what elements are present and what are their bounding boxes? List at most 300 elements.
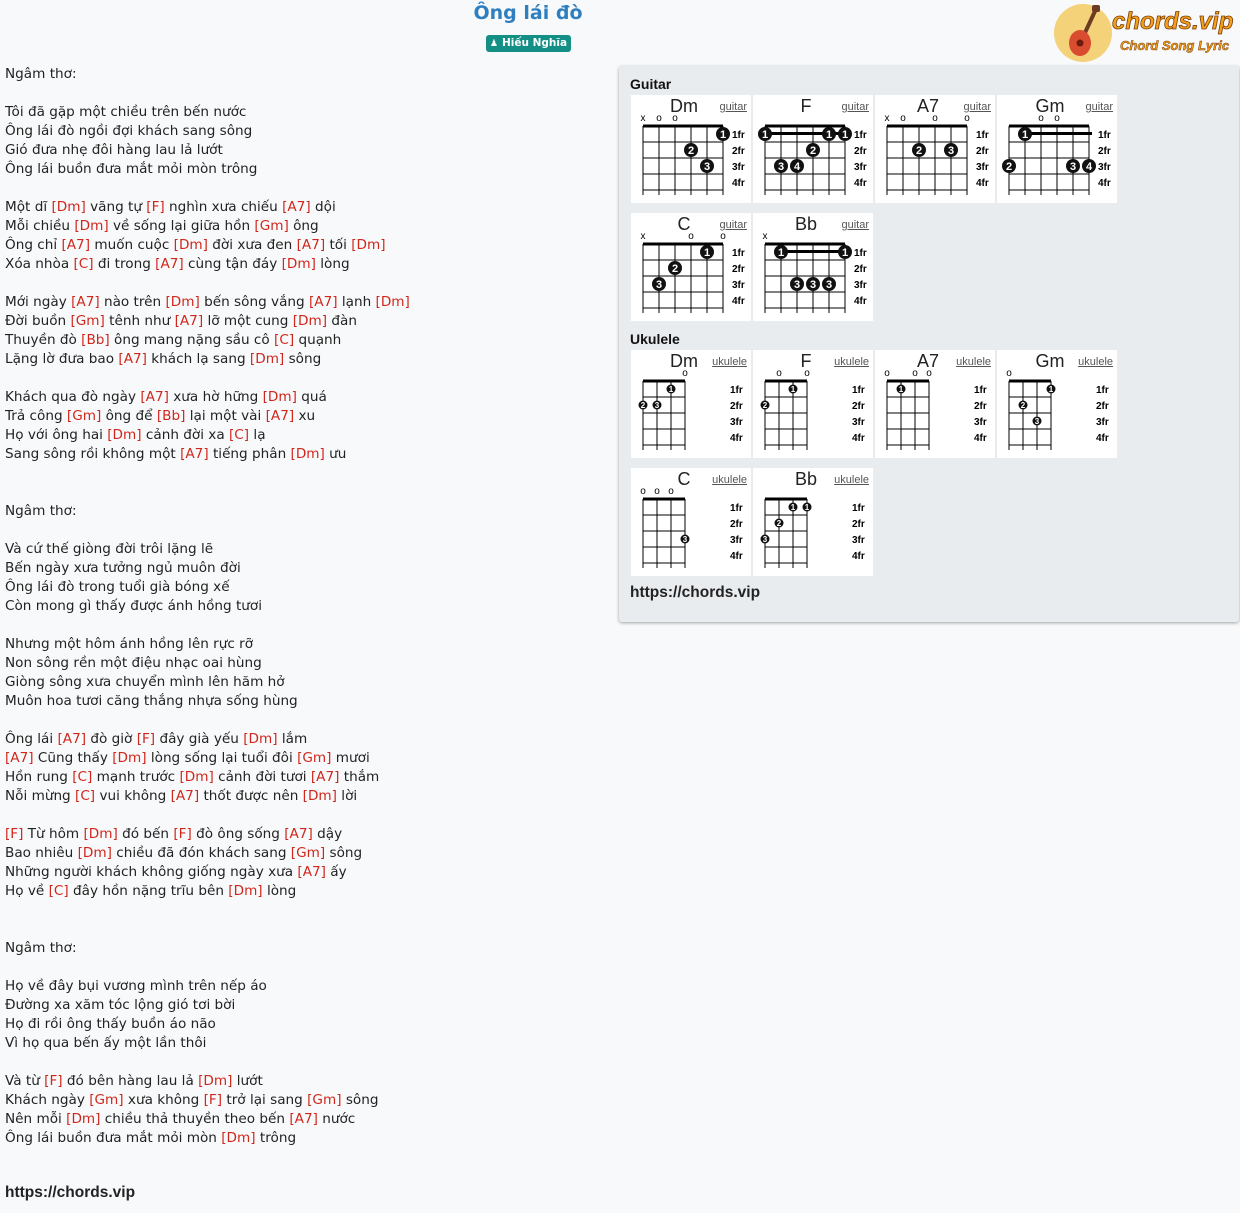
fret-label: 1fr xyxy=(1096,385,1109,396)
chord-link[interactable]: [A7] xyxy=(297,864,326,880)
ukulele-diagram-a7[interactable] xyxy=(875,350,995,458)
fret-label: 3fr xyxy=(730,417,743,428)
guitar-section-label: Guitar xyxy=(630,76,672,92)
chord-link[interactable]: [Dm] xyxy=(262,389,297,405)
finger-number: 2 xyxy=(640,401,646,410)
lyric-gap xyxy=(5,920,605,939)
panel-link[interactable]: https://chords.vip xyxy=(630,584,761,601)
lyric-gap xyxy=(5,958,605,977)
fret-label: 2fr xyxy=(732,264,745,275)
lyric-text: đò giờ xyxy=(86,731,137,747)
lyric-text: Mới ngày xyxy=(5,294,72,310)
instrument-link[interactable]: ukulele xyxy=(834,474,869,486)
lyric-text: Tôi đã gặp một chiều trên bến nước xyxy=(5,104,247,120)
lyric-text: đàn xyxy=(327,313,357,329)
finger-number: 2 xyxy=(762,401,768,410)
open-marker: o xyxy=(776,368,782,379)
guitar-diagram-a7[interactable] xyxy=(875,95,995,203)
chord-link[interactable]: [F] xyxy=(44,1073,63,1089)
fret-label: 2fr xyxy=(730,519,743,530)
lyric-line xyxy=(5,692,605,711)
fretboard xyxy=(753,95,873,203)
fret-ext xyxy=(765,563,807,569)
chord-link[interactable]: [Dm] xyxy=(221,1130,256,1146)
chord-link[interactable]: [A7] xyxy=(118,351,147,367)
guitar-diagram-c[interactable] xyxy=(631,213,751,321)
ukulele-diagram-c[interactable] xyxy=(631,468,751,576)
lyric-text: lạnh xyxy=(337,294,376,310)
lyric-text: tối xyxy=(325,237,352,253)
instrument-link[interactable]: guitar xyxy=(719,219,747,231)
lyric-text: Xóa nhòa xyxy=(5,256,74,272)
lyric-text: lòng xyxy=(315,256,350,272)
chord-link[interactable]: [C] xyxy=(48,883,69,899)
fret-ext xyxy=(887,445,929,451)
lyric-gap xyxy=(5,521,605,540)
chord-link[interactable]: [C] xyxy=(229,427,250,443)
finger-number: 2 xyxy=(687,145,695,157)
chord-link[interactable]: [C] xyxy=(75,788,96,804)
fret-label: 4fr xyxy=(854,178,867,189)
chord-link[interactable]: [Gm] xyxy=(290,845,326,861)
chord-link[interactable]: [Gm] xyxy=(297,750,332,766)
lyric-text: trở lại sang xyxy=(222,1092,308,1108)
fretboard xyxy=(631,468,751,576)
lyric-text: đây hồn nặng trĩu bên xyxy=(68,883,229,899)
lyric-text: Ông lái buồn đưa mắt mỏi mòn trông xyxy=(5,161,258,177)
chord-name: F xyxy=(800,96,812,116)
chord-link[interactable]: [Gm] xyxy=(254,218,289,234)
chord-link[interactable]: [Dm] xyxy=(165,294,200,310)
lyric-text: ông xyxy=(288,218,319,234)
fret-label: 1fr xyxy=(730,503,743,514)
guitar-diagram-f[interactable] xyxy=(753,95,873,203)
lyric-line xyxy=(5,939,605,958)
lyric-text: đó bên hàng lau lả xyxy=(62,1073,199,1089)
chord-link[interactable]: [Dm] xyxy=(51,199,86,215)
lyric-text: cảnh đời xa xyxy=(141,427,229,443)
finger-number: 1 xyxy=(777,247,785,259)
finger-number: 3 xyxy=(809,279,817,291)
chord-link[interactable]: [A7] xyxy=(308,294,338,310)
instrument-link[interactable]: guitar xyxy=(841,219,869,231)
lyric-text: Nhưng một hôm ánh hồng lên rực rỡ xyxy=(5,636,254,652)
chord-link[interactable]: [Dm] xyxy=(66,1111,101,1127)
lyric-text: tiếng phân xyxy=(208,446,291,462)
lyric-text: thốt được nên xyxy=(199,788,303,804)
fret-label: 4fr xyxy=(730,433,743,444)
lyric-text: Giòng sông xưa chuyển mình lên hăm hở xyxy=(5,674,285,690)
lyric-gap xyxy=(5,901,605,920)
lyric-line xyxy=(5,749,605,768)
fretboard xyxy=(875,350,995,458)
finger-number: 1 xyxy=(719,129,727,141)
fret-ext xyxy=(643,308,723,314)
lyric-text: Cũng thấy xyxy=(33,750,113,766)
open-marker: o xyxy=(720,231,726,242)
instrument-link[interactable]: guitar xyxy=(719,101,747,113)
lyric-line xyxy=(5,350,605,369)
fret-label: 1fr xyxy=(852,503,865,514)
chord-link[interactable]: [A7] xyxy=(71,294,100,310)
chord-link[interactable]: [Dm] xyxy=(249,351,285,367)
chord-link[interactable]: [A7] xyxy=(61,237,91,253)
lyric-line xyxy=(5,1110,605,1129)
lyric-gap xyxy=(5,179,605,198)
fretboard xyxy=(631,213,751,321)
chord-panel xyxy=(619,66,1239,622)
finger-number: 1 xyxy=(790,503,796,512)
finger-number: 3 xyxy=(947,145,955,157)
lyric-gap xyxy=(5,464,605,483)
chord-link[interactable]: [C] xyxy=(274,332,295,348)
fret-label: 1fr xyxy=(730,385,743,396)
chord-link[interactable]: [Bb] xyxy=(156,408,186,424)
finger-number: 3 xyxy=(682,535,688,544)
lyric-text: Và từ xyxy=(5,1073,45,1089)
fret-label: 4fr xyxy=(854,296,867,307)
lyrics-block xyxy=(5,65,605,1148)
open-marker: o xyxy=(926,368,932,379)
fret-label: 2fr xyxy=(730,401,743,412)
instrument-link[interactable]: ukulele xyxy=(956,356,991,368)
chord-link[interactable]: [Dm] xyxy=(107,427,142,443)
chord-link[interactable]: [Dm] xyxy=(198,1073,233,1089)
finger-number: 3 xyxy=(777,161,785,173)
chord-link[interactable]: [Dm] xyxy=(228,883,263,899)
lyric-line xyxy=(5,426,605,445)
fret-label: 3fr xyxy=(1096,417,1109,428)
lyric-text: lời xyxy=(336,788,358,804)
open-marker: o xyxy=(688,231,694,242)
lyric-line xyxy=(5,1129,605,1148)
lyric-text: đi trong xyxy=(93,256,156,272)
lyric-line xyxy=(5,236,605,255)
lyric-text: lòng sống lại tuổi đôi xyxy=(146,750,298,766)
finger-number: 1 xyxy=(825,129,833,141)
instrument-link[interactable]: ukulele xyxy=(712,474,747,486)
chord-link[interactable]: [A7] xyxy=(5,750,34,766)
lyric-text: đò ông sống xyxy=(191,826,285,842)
chord-link[interactable]: [Dm] xyxy=(112,750,147,766)
chord-link[interactable]: [Dm] xyxy=(173,237,208,253)
chord-link[interactable]: [F] xyxy=(203,1092,223,1108)
chord-name: Gm xyxy=(1035,351,1065,371)
lyric-text: Bao nhiêu xyxy=(5,845,78,861)
lyric-text: Những người khách không giống ngày xưa xyxy=(5,864,298,880)
finger-number: 1 xyxy=(841,247,849,259)
open-marker: o xyxy=(668,486,674,497)
lyric-line xyxy=(5,407,605,426)
lyric-text: Họ về xyxy=(5,883,49,899)
lyric-gap xyxy=(5,483,605,502)
instrument-link[interactable]: guitar xyxy=(963,101,991,113)
ukulele-diagram-dm[interactable] xyxy=(631,350,751,458)
instrument-link[interactable]: guitar xyxy=(1085,101,1113,113)
chord-link[interactable]: [Bb] xyxy=(81,332,110,348)
chord-name: F xyxy=(800,351,812,371)
fret-label: 2fr xyxy=(732,146,745,157)
lyric-line xyxy=(5,122,605,141)
chord-link[interactable]: [Dm] xyxy=(375,294,410,310)
lyric-text: Từ hôm xyxy=(23,826,84,842)
instrument-link[interactable]: ukulele xyxy=(1078,356,1113,368)
lyric-text: về sống lại giữa hồn xyxy=(108,218,255,234)
fret-label: 4fr xyxy=(732,296,745,307)
fretboard xyxy=(753,468,873,576)
fretboard xyxy=(753,213,873,321)
lyric-text: Họ về đây bụi vương mình trên nếp áo xyxy=(5,978,267,994)
chord-link[interactable]: [A7] xyxy=(284,826,313,842)
lyric-line xyxy=(5,673,605,692)
lyric-text: sông xyxy=(341,1092,379,1108)
ukulele-diagram-bb[interactable] xyxy=(753,468,873,576)
lyric-line xyxy=(5,331,605,350)
muted-marker: x xyxy=(762,231,768,242)
chord-link[interactable]: [C] xyxy=(72,769,93,785)
lyric-line xyxy=(5,882,605,901)
chord-link[interactable]: [Gm] xyxy=(307,1092,342,1108)
site-logo[interactable] xyxy=(1054,3,1240,63)
lyric-line xyxy=(5,730,605,749)
artist-name: Hiếu Nghĩa xyxy=(501,37,568,49)
fret-label: 3fr xyxy=(974,417,987,428)
lyric-line xyxy=(5,445,605,464)
lyric-line xyxy=(5,654,605,673)
fret-label: 3fr xyxy=(854,162,867,173)
chord-link[interactable]: [A7] xyxy=(57,731,87,747)
open-marker: o xyxy=(656,113,662,124)
chord-link[interactable]: [C] xyxy=(73,256,94,272)
lyric-text: lỡ một cung xyxy=(203,313,293,329)
lyric-line xyxy=(5,312,605,331)
lyric-text: ông để xyxy=(101,408,157,424)
lyric-text: Hồn rung xyxy=(5,769,73,785)
chord-link[interactable]: [Dm] xyxy=(74,218,109,234)
fret-label: 3fr xyxy=(732,162,745,173)
open-marker: o xyxy=(900,113,906,124)
lyric-gap xyxy=(5,369,605,388)
muted-marker: x xyxy=(884,113,890,124)
chord-link[interactable]: [Dm] xyxy=(292,313,328,329)
song-title: Ông lái đò xyxy=(473,2,583,24)
finger-number: 3 xyxy=(1034,417,1040,426)
chord-link[interactable]: [F] xyxy=(136,731,156,747)
footer-link[interactable]: https://chords.vip xyxy=(5,1184,136,1201)
lyric-text: Non sông rền một điệu nhạc oai hùng xyxy=(5,655,262,671)
lyric-text: đây già yếu xyxy=(155,731,244,747)
artist-badge[interactable] xyxy=(486,35,571,52)
chord-link[interactable]: [F] xyxy=(146,199,165,215)
chord-name: Dm xyxy=(670,96,698,116)
lyric-gap xyxy=(5,806,605,825)
lyric-text: Khách qua đò ngày xyxy=(5,389,141,405)
finger-number: 1 xyxy=(841,129,849,141)
lyric-text: mươi xyxy=(331,750,370,766)
instrument-link[interactable]: ukulele xyxy=(712,356,747,368)
fret-label: 1fr xyxy=(854,130,867,141)
lyric-text: Còn mong gì thấy được ánh hồng tươi xyxy=(5,598,263,614)
lyric-gap xyxy=(5,711,605,730)
open-marker: o xyxy=(932,113,938,124)
guitar-diagram-bb[interactable] xyxy=(753,213,873,321)
fretboard xyxy=(997,350,1117,458)
fret-ext xyxy=(765,190,845,196)
open-marker: o xyxy=(1054,113,1060,124)
chord-link[interactable]: [A7] xyxy=(180,446,209,462)
lyric-text: nước xyxy=(317,1111,356,1127)
lyric-text: lướt xyxy=(232,1073,263,1089)
finger-number: 1 xyxy=(1021,129,1029,141)
lyric-text: lòng xyxy=(262,883,297,899)
finger-number: 1 xyxy=(668,385,674,394)
chord-link[interactable]: [Dm] xyxy=(179,769,214,785)
fret-label: 4fr xyxy=(732,178,745,189)
open-marker: o xyxy=(672,113,678,124)
lyric-text: Ngâm thơ: xyxy=(5,66,77,82)
chord-link[interactable]: [A7] xyxy=(170,788,200,804)
finger-number: 2 xyxy=(1005,161,1013,173)
lyric-text: Ông chỉ xyxy=(5,237,62,253)
chord-link[interactable]: [Gm] xyxy=(66,408,102,424)
finger-number: 1 xyxy=(790,385,796,394)
muted-marker: x xyxy=(640,231,646,242)
chord-link[interactable]: [F] xyxy=(5,826,24,842)
instrument-link[interactable]: ukulele xyxy=(834,356,869,368)
chord-name: Bb xyxy=(794,469,818,489)
lyric-text: chiều thả thuyền theo bến xyxy=(100,1111,290,1127)
fret-label: 2fr xyxy=(852,519,865,530)
chord-link[interactable]: [Dm] xyxy=(83,826,118,842)
lyric-line xyxy=(5,65,605,84)
muted-marker: x xyxy=(640,113,646,124)
finger-number: 2 xyxy=(809,145,817,157)
ukulele-diagram-f[interactable] xyxy=(753,350,873,458)
fret-label: 4fr xyxy=(976,178,989,189)
fret-label: 4fr xyxy=(852,433,865,444)
lyric-line xyxy=(5,255,605,274)
chord-link[interactable]: [A7] xyxy=(155,256,184,272)
lyric-text: xưa hờ hững xyxy=(168,389,263,405)
lyric-text: Gió đưa nhẹ đôi hàng lau lả lướt xyxy=(5,142,223,158)
lyric-text: đời xưa đen xyxy=(207,237,297,253)
logo-text: chords.vip xyxy=(1112,8,1234,35)
lyric-line xyxy=(5,844,605,863)
lyric-line xyxy=(5,141,605,160)
ukulele-diagram-gm[interactable] xyxy=(997,350,1117,458)
open-marker: o xyxy=(640,486,646,497)
logo-tagline: Chord Song Lyric xyxy=(1120,38,1230,53)
lyric-text: Ông lái buồn đưa mắt mỏi mòn xyxy=(5,1130,222,1146)
chord-link[interactable]: [Dm] xyxy=(77,845,112,861)
fret-label: 4fr xyxy=(1098,178,1111,189)
chord-name: C xyxy=(677,214,691,234)
chord-link[interactable]: [Dm] xyxy=(351,237,386,253)
chord-link[interactable]: [Gm] xyxy=(70,313,105,329)
fret-label: 3fr xyxy=(1098,162,1111,173)
lyric-line xyxy=(5,578,605,597)
chord-link[interactable]: [A7] xyxy=(310,769,340,785)
lyric-text: quá xyxy=(296,389,327,405)
fret-ext xyxy=(887,190,967,196)
lyric-text: ưu xyxy=(324,446,347,462)
lyric-text: Mỗi chiều xyxy=(5,218,75,234)
lyric-line xyxy=(5,1034,605,1053)
lyric-text: dậy xyxy=(312,826,343,842)
open-marker: o xyxy=(682,368,688,379)
fret-label: 2fr xyxy=(854,264,867,275)
chord-link[interactable]: [A7] xyxy=(140,389,169,405)
chord-link[interactable]: [A7] xyxy=(289,1111,318,1127)
lyric-line xyxy=(5,863,605,882)
lyric-line xyxy=(5,198,605,217)
lyric-line xyxy=(5,825,605,844)
finger-number: 4 xyxy=(793,161,801,173)
lyric-text: Thuyền đò xyxy=(5,332,82,348)
lyric-text: Trả công xyxy=(5,408,67,424)
lyric-text: lắm xyxy=(277,731,308,747)
chord-link[interactable]: [Dm] xyxy=(302,788,337,804)
fret-label: 2fr xyxy=(1096,401,1109,412)
fret-ext xyxy=(1009,445,1051,451)
chord-link[interactable]: [A7] xyxy=(174,313,204,329)
lyric-gap xyxy=(5,1053,605,1072)
lyric-text: Đường xa xăm tóc lộng gió tơi bời xyxy=(5,997,236,1013)
fret-label: 3fr xyxy=(852,417,865,428)
chord-name: Bb xyxy=(794,214,818,234)
lyric-line xyxy=(5,1015,605,1034)
fretboard xyxy=(631,95,751,203)
lyric-text: Nỗi mừng xyxy=(5,788,76,804)
fret-label: 1fr xyxy=(732,248,745,259)
chord-link[interactable]: [Dm] xyxy=(243,731,278,747)
lyric-line xyxy=(5,787,605,806)
fret-ext xyxy=(643,563,685,569)
lyric-text: bến sông vắng xyxy=(199,294,309,310)
chord-link[interactable]: [A7] xyxy=(282,199,311,215)
chord-link[interactable]: [Dm] xyxy=(290,446,325,462)
finger-number: 3 xyxy=(655,279,663,291)
lyric-line xyxy=(5,996,605,1015)
finger-number: 3 xyxy=(703,161,711,173)
lyric-line xyxy=(5,293,605,312)
lyric-text: Vì họ qua bến ấy một lần thôi xyxy=(5,1035,207,1051)
lyric-text: Họ đi rồi ông thấy buồn áo não xyxy=(5,1016,216,1032)
lyric-gap xyxy=(5,84,605,103)
chord-name: A7 xyxy=(916,351,940,371)
fretboard xyxy=(631,350,751,458)
guitar-diagram-gm[interactable] xyxy=(997,95,1117,203)
chord-link[interactable]: [F] xyxy=(173,826,192,842)
guitar-diagram-dm[interactable] xyxy=(631,95,751,203)
chord-link[interactable]: [Gm] xyxy=(89,1092,124,1108)
finger-number: 1 xyxy=(761,129,769,141)
finger-number: 2 xyxy=(671,263,679,275)
finger-number: 1 xyxy=(703,247,711,259)
fret-label: 3fr xyxy=(732,280,745,291)
chord-link[interactable]: [Dm] xyxy=(281,256,316,272)
lyric-text: Bến ngày xưa tưởng ngủ muôn đời xyxy=(5,560,241,576)
fret-label: 2fr xyxy=(854,146,867,157)
chord-link[interactable]: [A7] xyxy=(265,408,295,424)
fret-label: 3fr xyxy=(730,535,743,546)
lyric-text: Ông lái đò trong tuổi già bóng xế xyxy=(5,579,230,595)
instrument-link[interactable]: guitar xyxy=(841,101,869,113)
finger-number: 3 xyxy=(654,401,660,410)
finger-number: 1 xyxy=(804,503,810,512)
chord-link[interactable]: [A7] xyxy=(296,237,326,253)
finger-number: 4 xyxy=(1085,161,1093,173)
